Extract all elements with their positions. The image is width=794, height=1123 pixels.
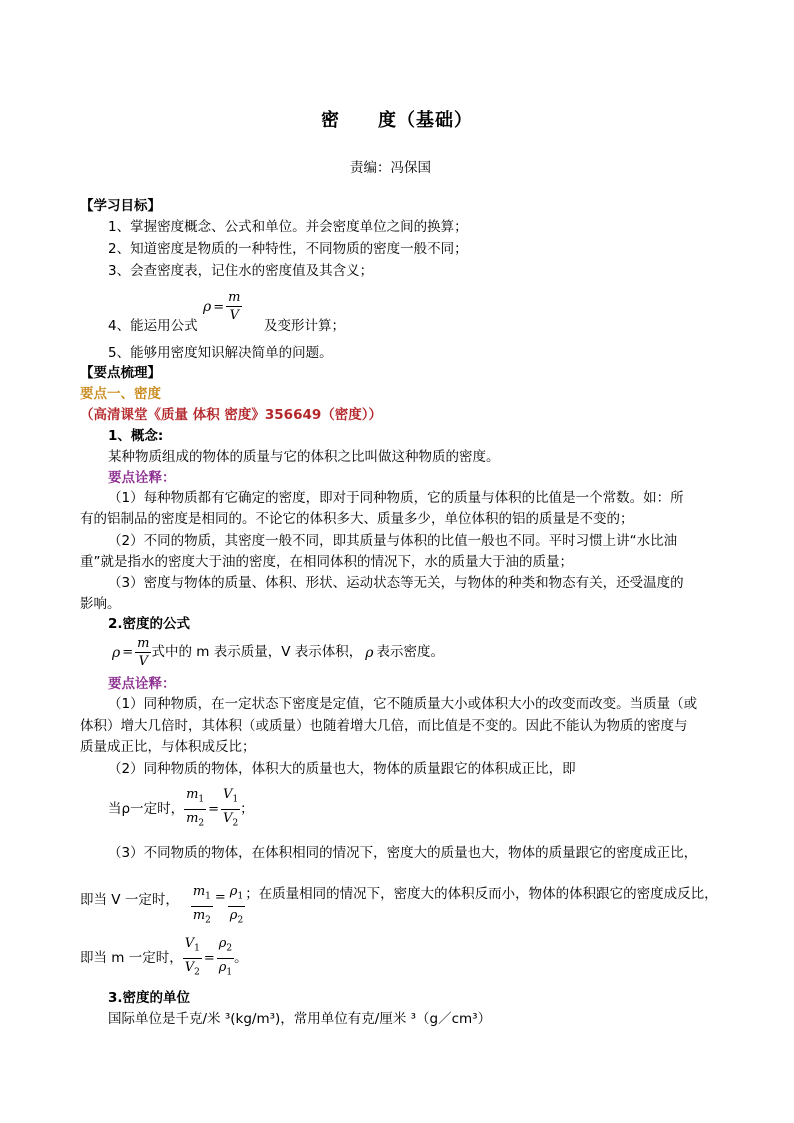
goal-item: 5、能够用密度知识解决简单的问题。	[108, 345, 333, 361]
explain-line: （2）同种物质的物体，体积大的质量也大，物体的质量跟它的体积成正比，即	[108, 761, 576, 777]
density-formula: ρ = $\frac{m}{V}$	[203, 290, 241, 323]
section-heading: 要点一、密度	[80, 386, 161, 402]
page-title: 密 度（基础）	[321, 110, 473, 131]
explain-line: 有的铝制品的密度是相同的。不论它的体积多大、质量多少，单位体积的铝的质量是不变的；	[80, 511, 634, 527]
explain-line: （3）密度与物体的质量、体积、形状、运动状态等无关，与物体的种类和物态有关，还受温度的	[108, 575, 684, 591]
explain-line: 影响。	[80, 596, 121, 612]
explain-line: 重”就是指水的密度大于油的密度，在相同体积的情况下，水的质量大于油的质量；	[80, 554, 573, 570]
explain-label: 要点诠释：	[108, 470, 176, 486]
goal-item-suffix: 及变形计算；	[264, 318, 345, 334]
concept-label: 1、概念:	[108, 428, 164, 444]
points-heading: 【要点梳理】	[80, 365, 161, 381]
proportion-rule-2: 即当 V 一定时， $\frac{m_1}{m_2}$ = $\frac{\rho_1}{\rho_2}$ ；在质量相同的情况下，密度大的体积反而小，物体的体积跟它的密度成反比，	[80, 884, 718, 926]
course-reference: （高清课堂《质量 体积 密度》356649（密度））	[80, 407, 383, 423]
goals-heading: 【学习目标】	[80, 198, 161, 214]
unit-text: 国际单位是千克/米 ³(kg/m³)，常用单位有克/厘米 ³（g／cm³）	[108, 1011, 492, 1027]
explain-line: 体积）增大几倍时，其体积（或质量）也随着增大几倍，而比值是不变的。因此不能认为物质的密度与	[80, 718, 688, 734]
goal-item: 3、会查密度表，记住水的密度值及其含义；	[108, 263, 374, 279]
explain-line: 质量成正比，与体积成反比；	[80, 739, 256, 755]
editor-credit: 责编：冯保国	[350, 160, 431, 176]
explain-label: 要点诠释：	[108, 676, 176, 692]
proportion-rule-3: 即当 m 一定时， $\frac{V_1}{V_2}$ = $\frac{\rho_2}{\rho_1}$ 。	[80, 936, 248, 978]
proportion-rule-1: 当ρ一定时， $\frac{m_1}{m_2}$ = $\frac{V_1}{V_2}$ ；	[108, 787, 254, 829]
explain-line: （1）同种物质，在一定状态下密度是定值，它不随质量大小或体积大小的改变而改变。当质量（或	[108, 696, 698, 712]
formula-line: ρ = $\frac{m}{V}$ 式中的 m 表示质量，V 表示体积， ρ 表示密度。	[112, 636, 444, 669]
goal-item: 4、能运用公式	[108, 318, 198, 334]
goal-item: 1、掌握密度概念、公式和单位。并会密度单位之间的换算；	[108, 219, 468, 235]
concept-text: 某种物质组成的物体的质量与它的体积之比叫做这种物质的密度。	[108, 449, 500, 465]
rho-symbol: ρ	[365, 644, 374, 661]
rho-symbol: ρ	[203, 299, 212, 315]
explain-line: （1）每种物质都有它确定的密度，即对于同种物质，它的质量与体积的比值是一个常数。如：所	[108, 490, 684, 506]
formula-label: 2.密度的公式	[108, 616, 191, 632]
goal-item: 2、知道密度是物质的一种特性，不同物质的密度一般不同；	[108, 241, 468, 257]
explain-line: （3）不同物质的物体，在体积相同的情况下，密度大的质量也大，物体的质量跟它的密度成正比，	[108, 845, 698, 861]
unit-label: 3.密度的单位	[108, 990, 191, 1006]
rho-symbol: ρ	[112, 644, 121, 661]
explain-line: （2）不同的物质，其密度一般不同，即其质量与体积的比值一般也不同。平时习惯上讲“水比油	[108, 533, 678, 549]
